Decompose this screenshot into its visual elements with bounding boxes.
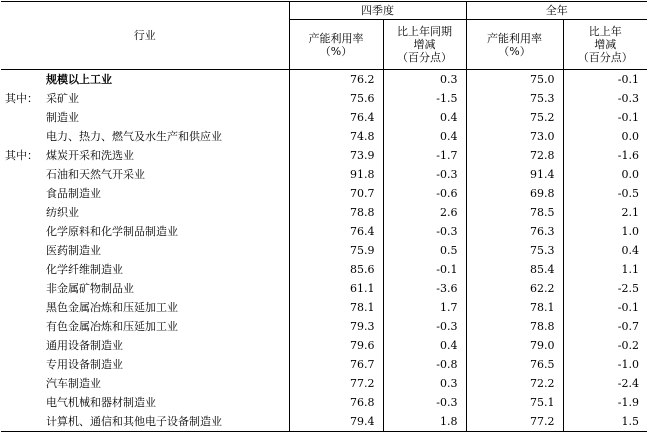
- year-change-cell: -0.1: [563, 298, 647, 317]
- q4-change-cell: -1.5: [383, 89, 466, 108]
- table-row: [1, 355, 647, 374]
- q4-change-cell: -0.3: [383, 165, 466, 184]
- q4-rate-cell: 76.2: [350, 73, 375, 86]
- year-rate-cell: 72.8: [466, 146, 563, 165]
- industry-cell: [1, 317, 289, 336]
- full-year-header: 全年: [466, 2, 647, 20]
- year-change-cell: -0.1: [563, 70, 647, 90]
- table-row: [1, 203, 647, 222]
- q4-header: 四季度: [289, 2, 466, 20]
- industry-header: 行业: [1, 2, 289, 70]
- q4-change-cell: 0.4: [383, 336, 466, 355]
- year-change-cell: 0.0: [563, 165, 647, 184]
- table-row: [1, 222, 647, 241]
- q4-change-cell: 0.3: [383, 70, 466, 90]
- year-rate-cell: 91.4: [466, 165, 563, 184]
- q4-change-cell: 1.7: [383, 298, 466, 317]
- q4-rate-cell: 85.6: [350, 263, 375, 276]
- year-rate-cell: 62.2: [466, 279, 563, 298]
- q4-change-cell: 0.3: [383, 374, 466, 393]
- header-line: 比上年: [588, 25, 622, 38]
- table-row: [1, 127, 647, 146]
- year-rate-cell: 69.8: [466, 184, 563, 203]
- industry-cell: [1, 241, 289, 260]
- year-rate-cell: 76.5: [466, 355, 563, 374]
- year-change-cell: -2.5: [563, 279, 647, 298]
- table-row: [1, 298, 647, 317]
- q4-change-cell: 2.6: [383, 203, 466, 222]
- industry-cell: [1, 203, 289, 222]
- table-row: [1, 89, 647, 108]
- industry-name: 电气机械和器材制造业: [46, 396, 156, 409]
- industry-name: 医药制造业: [46, 244, 101, 257]
- header-line: 增减: [594, 38, 617, 51]
- industry-name: 通用设备制造业: [46, 339, 123, 352]
- table-row: [1, 70, 647, 90]
- industry-name: 黑色金属冶炼和压延加工业: [46, 301, 178, 314]
- year-rate-cell: 75.1: [466, 393, 563, 412]
- industry-cell: [1, 374, 289, 393]
- q4-change-cell: -0.1: [383, 260, 466, 279]
- industry-cell: [1, 355, 289, 374]
- q4-rate-cell: 91.8: [350, 168, 375, 181]
- year-yoy-change-header: [563, 20, 647, 70]
- industry-name: 化学纤维制造业: [46, 263, 123, 276]
- table-row: [1, 412, 647, 432]
- table-row: [1, 374, 647, 393]
- industry-name: 计算机、通信和其他电子设备制造业: [46, 415, 222, 428]
- table-row: [1, 260, 647, 279]
- year-change-cell: -1.0: [563, 355, 647, 374]
- industry-cell: [1, 89, 289, 108]
- q4-change-cell: -0.3: [383, 393, 466, 412]
- industry-name: 化学原料和化学制品制造业: [46, 225, 178, 238]
- q4-rate-cell: 75.6: [350, 92, 375, 105]
- year-change-cell: 0.4: [563, 241, 647, 260]
- industry-name: 采矿业: [46, 92, 79, 105]
- industry-name: 食品制造业: [46, 187, 101, 200]
- industry-cell: [1, 165, 289, 184]
- q4-rate-cell: 76.7: [350, 358, 375, 371]
- capacity-utilization-table: [1, 1, 647, 432]
- year-rate-cell: 73.0: [466, 127, 563, 146]
- q4-rate-cell: 77.2: [350, 377, 375, 390]
- industry-cell: [1, 146, 289, 165]
- industry-cell: [1, 412, 289, 432]
- industry-name: 非金属矿物制品业: [46, 282, 134, 295]
- q4-rate-cell: 78.8: [350, 206, 375, 219]
- table-body: [1, 70, 647, 432]
- year-rate-cell: 78.1: [466, 298, 563, 317]
- header-line: 比上年同期: [397, 25, 452, 38]
- year-rate-cell: 77.2: [466, 412, 563, 432]
- table-header: [1, 2, 647, 70]
- year-rate-cell: 78.5: [466, 203, 563, 222]
- q4-change-cell: -0.6: [383, 184, 466, 203]
- year-rate-cell: 75.3: [466, 241, 563, 260]
- q4-yoy-change-header: [383, 20, 466, 70]
- industry-name: 汽车制造业: [46, 377, 101, 390]
- industry-name: 有色金属冶炼和压延加工业: [46, 320, 178, 333]
- table-row: [1, 279, 647, 298]
- year-rate-cell: 72.2: [466, 374, 563, 393]
- industry-cell: [1, 222, 289, 241]
- year-rate-cell: 75.0: [466, 70, 563, 90]
- q4-change-cell: -1.7: [383, 146, 466, 165]
- industry-name: 专用设备制造业: [46, 358, 123, 371]
- industry-name: 电力、热力、燃气及水生产和供应业: [46, 130, 222, 143]
- q4-change-cell: -0.3: [383, 317, 466, 336]
- year-rate-cell: 85.4: [466, 260, 563, 279]
- year-rate-cell: 76.3: [466, 222, 563, 241]
- header-line: （%）: [319, 44, 353, 58]
- year-change-cell: 1.1: [563, 260, 647, 279]
- year-change-cell: 2.1: [563, 203, 647, 222]
- table-row: [1, 241, 647, 260]
- row-prefix: 其中：: [5, 92, 38, 105]
- q4-change-cell: 0.4: [383, 108, 466, 127]
- year-change-cell: -1.6: [563, 146, 647, 165]
- year-change-cell: 1.5: [563, 412, 647, 432]
- header-line: （百分点）: [397, 51, 452, 64]
- header-line: 产能利用率: [487, 31, 542, 45]
- year-change-cell: 1.0: [563, 222, 647, 241]
- q4-rate-cell: 79.4: [350, 415, 375, 428]
- year-change-cell: -2.4: [563, 374, 647, 393]
- q4-rate-cell: 75.9: [350, 244, 375, 257]
- year-change-cell: -0.1: [563, 108, 647, 127]
- table-row: [1, 184, 647, 203]
- q4-rate-cell: 61.1: [350, 282, 375, 295]
- industry-cell: [1, 298, 289, 317]
- header-line: 增减: [413, 38, 436, 51]
- table-row: [1, 165, 647, 184]
- q4-rate-cell: 79.3: [350, 320, 375, 333]
- table-row: [1, 336, 647, 355]
- industry-cell: [1, 108, 289, 127]
- q4-change-cell: -3.6: [383, 279, 466, 298]
- industry-cell: [1, 127, 289, 146]
- row-prefix: 其中：: [5, 149, 38, 162]
- industry-name: 纺织业: [46, 206, 79, 219]
- q4-change-cell: -0.3: [383, 222, 466, 241]
- table-row: [1, 317, 647, 336]
- industry-cell: [1, 393, 289, 412]
- year-change-cell: -1.9: [563, 393, 647, 412]
- q4-change-cell: -0.8: [383, 355, 466, 374]
- year-change-cell: -0.3: [563, 89, 647, 108]
- industry-name: 制造业: [46, 111, 79, 124]
- header-line: （百分点）: [577, 51, 633, 64]
- year-rate-cell: 79.0: [466, 336, 563, 355]
- industry-cell: [1, 279, 289, 298]
- year-rate-cell: 78.8: [466, 317, 563, 336]
- industry-name: 石油和天然气开采业: [46, 168, 145, 181]
- year-change-cell: -0.7: [563, 317, 647, 336]
- year-rate-cell: 75.3: [466, 89, 563, 108]
- q4-rate-cell: 76.4: [350, 225, 375, 238]
- industry-cell: [1, 336, 289, 355]
- industry-name: 煤炭开采和洗选业: [46, 149, 134, 162]
- table-row: [1, 146, 647, 165]
- q4-rate-cell: 76.4: [350, 111, 375, 124]
- q4-change-cell: 0.4: [383, 127, 466, 146]
- industry-cell: [1, 70, 289, 90]
- industry-cell: [1, 184, 289, 203]
- q4-rate-cell: 74.8: [350, 130, 375, 143]
- industry-name: 规模以上工业: [46, 73, 112, 86]
- industry-cell: [1, 260, 289, 279]
- q4-change-cell: 0.5: [383, 241, 466, 260]
- year-capacity-rate-header: [466, 20, 563, 70]
- q4-rate-cell: 76.8: [350, 396, 375, 409]
- q4-rate-cell: 78.1: [350, 301, 375, 314]
- year-rate-cell: 75.2: [466, 108, 563, 127]
- q4-rate-cell: 73.9: [350, 149, 375, 162]
- year-change-cell: -0.5: [563, 184, 647, 203]
- q4-change-cell: 1.8: [383, 412, 466, 432]
- header-line: （%）: [498, 44, 531, 58]
- year-change-cell: 0.0: [563, 127, 647, 146]
- header-line: 产能利用率: [308, 31, 364, 45]
- table-row: [1, 108, 647, 127]
- q4-rate-cell: 79.6: [350, 339, 375, 352]
- q4-rate-cell: 70.7: [350, 187, 375, 200]
- q4-capacity-rate-header: [289, 20, 383, 70]
- year-change-cell: -0.2: [563, 336, 647, 355]
- table-row: [1, 393, 647, 412]
